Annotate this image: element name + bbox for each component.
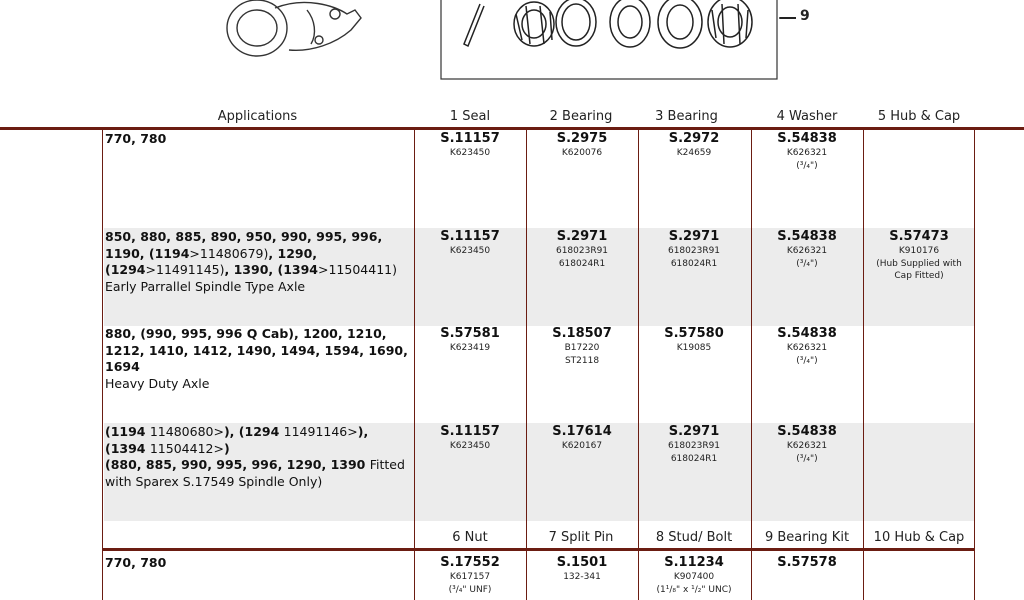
- row-3-application: [105, 326, 410, 392]
- application-line: 770, 780: [105, 131, 167, 146]
- part-number: S.2972: [668, 131, 720, 146]
- oem-reference: K623450: [449, 246, 491, 256]
- oem-reference: Cap Fitted): [894, 271, 944, 281]
- row-2-1-cell-4: [752, 555, 862, 571]
- oem-reference: K626321: [786, 441, 828, 451]
- application-line: Heavy Duty Axle: [105, 375, 210, 391]
- part-number: S.54838: [777, 131, 837, 146]
- part-number: S.18507: [552, 326, 612, 341]
- application-line: with Sparex S.17549 Spindle Only): [105, 473, 323, 489]
- row-2-cell-4: [752, 229, 862, 270]
- header-col-10: 10 Hub & Cap: [873, 530, 965, 545]
- application-line: (1294>11491145), 1390, (1394>11504411): [105, 262, 397, 277]
- oem-reference: K620167: [561, 441, 603, 451]
- row-1-cell-3: [639, 131, 749, 160]
- row-2-1-cell-2: [527, 555, 637, 584]
- oem-reference: 618023R91: [667, 246, 721, 256]
- grid-line: [863, 130, 864, 600]
- row-4-cell-2: [527, 424, 637, 453]
- application-line: (880, 885, 990, 995, 996, 1290, 1390 Fitted: [105, 457, 405, 472]
- part-number: S.11157: [440, 424, 500, 439]
- row-3-cell-3: [639, 326, 749, 355]
- oem-reference: 618024R1: [670, 258, 718, 269]
- oem-reference: 618023R91: [555, 246, 609, 256]
- exploded-bearing-kit-illustration: [440, 0, 780, 82]
- row-1-cell-2: [527, 131, 637, 160]
- oem-reference: K626321: [786, 343, 828, 353]
- oem-reference: 618024R1: [558, 258, 606, 269]
- header-col-9: 9 Bearing Kit: [764, 530, 850, 545]
- row-1-cell-1: [415, 131, 525, 160]
- header-rule-1: [0, 127, 1024, 130]
- application-line: 770, 780: [105, 555, 167, 570]
- oem-reference: K626321: [786, 246, 828, 256]
- oem-reference: K907400: [673, 572, 715, 582]
- part-number: S.2971: [668, 424, 720, 439]
- header-applications: Applications: [217, 109, 298, 124]
- application-line: Early Parrallel Spindle Type Axle: [105, 278, 306, 294]
- oem-reference: (³/₄"): [796, 355, 818, 366]
- application-line: (1394 11504412>): [105, 440, 230, 456]
- oem-reference: (³/₄"): [796, 453, 818, 464]
- oem-reference: K620076: [561, 148, 603, 158]
- callout-leader: [780, 17, 796, 19]
- part-number: S.11157: [440, 229, 500, 244]
- grid-line: [638, 130, 639, 600]
- oem-reference: 132-341: [563, 572, 601, 582]
- part-number: S.57578: [777, 555, 837, 570]
- header-col-5: 5 Hub & Cap: [877, 109, 961, 124]
- oem-reference: 618024R1: [670, 453, 718, 464]
- header-rule-2: [102, 548, 975, 551]
- row-3-cell-4: [752, 326, 862, 367]
- oem-reference: K623450: [449, 148, 491, 158]
- oem-reference: (³/₄" UNF): [448, 584, 492, 595]
- oem-reference: K623419: [449, 343, 491, 353]
- part-number: S.17614: [552, 424, 612, 439]
- row-2-application: [105, 229, 410, 295]
- part-number: S.57473: [889, 229, 949, 244]
- row-1-application: [105, 131, 410, 148]
- oem-reference: (1¹/₈" x ¹/₂" UNC): [656, 584, 732, 595]
- header-col-3: 3 Bearing: [655, 109, 718, 124]
- oem-reference: K910176: [898, 246, 940, 256]
- oem-reference: (³/₄"): [796, 258, 818, 269]
- row-2-cell-1: [415, 229, 525, 258]
- row-2-1-cell-3: [639, 555, 749, 596]
- part-number: S.54838: [777, 229, 837, 244]
- application-line: 1212, 1410, 1412, 1490, 1494, 1594, 1690,: [105, 342, 408, 358]
- application-line: 880, (990, 995, 996 Q Cab), 1200, 1210,: [105, 326, 387, 341]
- row-2-1-application: [105, 555, 410, 572]
- grid-line: [974, 130, 975, 600]
- oem-reference: 618023R91: [667, 441, 721, 451]
- part-number: S.54838: [777, 326, 837, 341]
- part-number: S.2975: [556, 131, 608, 146]
- row-4-cell-1: [415, 424, 525, 453]
- row-4-application: [105, 424, 410, 490]
- table-header-1: [0, 107, 1024, 127]
- oem-reference: K617157: [449, 572, 491, 582]
- oem-reference: (³/₄"): [796, 160, 818, 171]
- header-col-1: 1 Seal: [449, 109, 491, 124]
- part-number: S.11234: [664, 555, 724, 570]
- application-line: 1190, (1194>11480679), 1290,: [105, 245, 318, 261]
- table-header-2: [0, 528, 1024, 548]
- header-col-4: 4 Washer: [776, 109, 838, 124]
- application-line: 1694: [105, 359, 140, 374]
- row-2-1-cell-1: [415, 555, 525, 596]
- part-number: S.1501: [556, 555, 608, 570]
- grid-line: [102, 130, 103, 600]
- oem-reference: K623450: [449, 441, 491, 451]
- header-col-7: 7 Split Pin: [548, 530, 614, 545]
- callout-label: 9: [800, 8, 810, 24]
- hub-assembly-illustration: [215, 0, 365, 72]
- header-col-8: 8 Stud/ Bolt: [655, 530, 733, 545]
- oem-reference: K24659: [676, 148, 712, 158]
- part-number: S.57580: [664, 326, 724, 341]
- row-3-cell-1: [415, 326, 525, 355]
- part-number: S.2971: [668, 229, 720, 244]
- part-number: S.17552: [440, 555, 500, 570]
- oem-reference: (Hub Supplied with: [876, 258, 962, 269]
- part-number: S.57581: [440, 326, 500, 341]
- row-2-cell-5: [864, 229, 974, 283]
- application-line: 850, 880, 885, 890, 950, 990, 995, 996,: [105, 229, 383, 244]
- row-4-cell-4: [752, 424, 862, 465]
- oem-reference: ST2118: [564, 355, 600, 366]
- oem-reference: B17220: [564, 343, 600, 353]
- header-col-2: 2 Bearing: [549, 109, 613, 124]
- row-2-cell-2: [527, 229, 637, 270]
- header-col-6: 6 Nut: [452, 530, 488, 545]
- part-number: S.54838: [777, 424, 837, 439]
- oem-reference: K19085: [676, 343, 712, 353]
- part-number: S.2971: [556, 229, 608, 244]
- row-2-cell-3: [639, 229, 749, 270]
- row-4-cell-3: [639, 424, 749, 465]
- grid-line: [414, 130, 415, 600]
- application-line: (1194 11480680>), (1294 11491146>),: [105, 424, 369, 439]
- part-number: S.11157: [440, 131, 500, 146]
- row-1-cell-4: [752, 131, 862, 172]
- oem-reference: K626321: [786, 148, 828, 158]
- row-3-cell-2: [527, 326, 637, 367]
